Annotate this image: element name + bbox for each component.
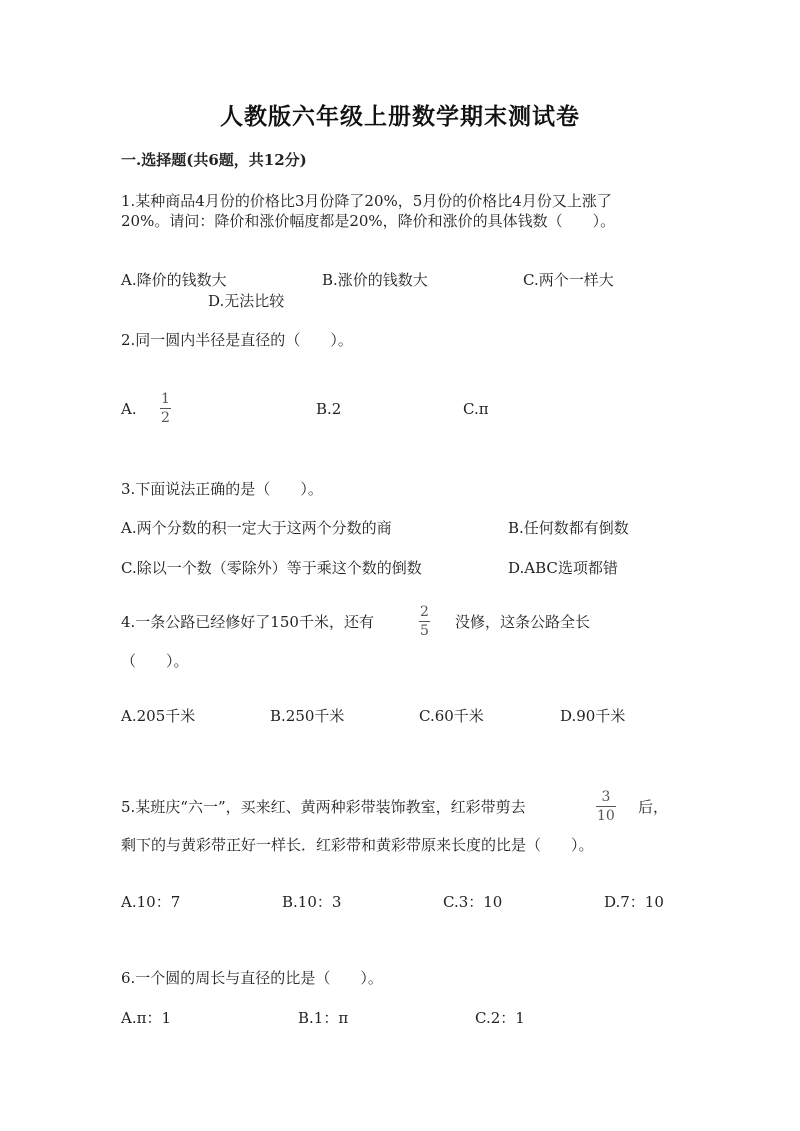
q6-option-c[interactable]: C.2：1 [475,1009,525,1027]
q1-option-b[interactable]: B.涨价的钱数大 [322,271,428,289]
q5-fraction [596,790,616,824]
q3-option-a[interactable]: A.两个分数的积一定大于这两个分数的商 [121,519,392,537]
q2-option-c[interactable]: C.π [463,400,489,418]
q4-option-c[interactable]: C.60千米 [419,707,484,725]
q5-option-b[interactable]: B.10：3 [282,893,342,911]
q4-option-d[interactable]: D.90千米 [560,707,626,725]
q3-line-1: 3.下面说法正确的是（ ）。 [121,480,323,498]
q5-option-d[interactable]: D.7：10 [604,893,664,911]
fraction-denominator: 5 [420,623,429,639]
q2-option-b[interactable]: B.2 [316,400,342,418]
q1-option-d[interactable]: D.无法比较 [208,292,285,310]
q5-line-1-end: 后， [638,798,669,816]
q2-option-a-fraction [160,392,171,426]
section-heading: 一.选择题(共6题，共12分) [121,151,307,169]
fraction-numerator: 3 [601,789,611,805]
q3-option-c[interactable]: C.除以一个数（零除外）等于乘这个数的倒数 [121,559,422,577]
fraction-denominator: 2 [161,410,170,426]
q4-fraction [419,605,430,639]
q4-line-1-end: 没修，这条公路全长 [455,613,591,631]
q2-option-a[interactable]: A. [121,400,137,418]
q5-line-1-start: 5.某班庆“六一”，买来红、黄两种彩带装饰教室，红彩带剪去 [121,798,526,816]
q3-option-d[interactable]: D.ABC选项都错 [508,559,618,577]
q4-option-b[interactable]: B.250千米 [270,707,345,725]
page-title: 人教版六年级上册数学期末测试卷 [220,103,580,130]
q4-line-2: （ ）。 [121,652,189,670]
q1-line-2: 20%。请问：降价和涨价幅度都是20%，降价和涨价的具体钱数（ ）。 [121,212,616,230]
q6-option-a[interactable]: A.π：1 [121,1009,172,1027]
fraction-bar [160,408,171,409]
fraction-numerator: 2 [420,604,429,620]
q1-option-c[interactable]: C.两个一样大 [523,271,614,289]
fraction-denominator: 10 [597,808,615,824]
q1-option-a[interactable]: A.降价的钱数大 [121,271,227,289]
q4-line-1-start: 4.一条公路已经修好了150千米，还有 [121,613,374,631]
q5-option-a[interactable]: A.10：7 [121,893,181,911]
q5-line-2: 剩下的与黄彩带正好一样长．红彩带和黄彩带原来长度的比是（ ）。 [121,836,594,854]
q6-line-1: 6.一个圆的周长与直径的比是（ ）。 [121,969,383,987]
q1-line-1: 1.某种商品4月份的价格比3月份降了20%，5月份的价格比4月份又上涨了 [121,192,612,210]
q2-line-1: 2.同一圆内半径是直径的（ ）。 [121,331,353,349]
q3-option-b[interactable]: B.任何数都有倒数 [508,519,629,537]
q4-option-a[interactable]: A.205千米 [121,707,196,725]
q5-option-c[interactable]: C.3：10 [443,893,503,911]
q6-option-b[interactable]: B.1：π [298,1009,349,1027]
fraction-bar [419,621,430,622]
fraction-numerator: 1 [161,391,170,407]
fraction-bar [596,806,616,807]
